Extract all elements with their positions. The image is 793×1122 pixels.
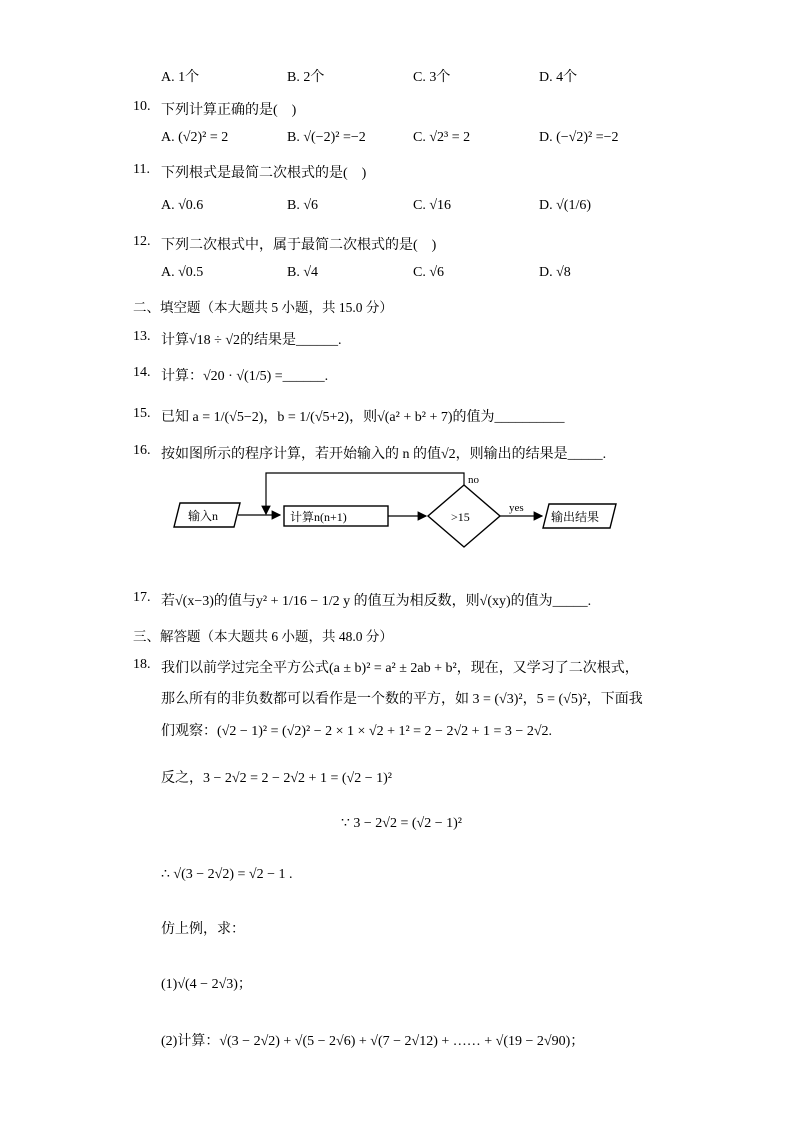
q12-option-c: C. √6 xyxy=(413,265,445,280)
q12-option-a: A. √0.5 xyxy=(161,265,204,280)
q16-text: 按如图所示的程序计算，若开始输入的 n 的值√2，则输出的结果是_____. xyxy=(161,447,607,462)
flowchart-diagram xyxy=(170,470,620,550)
q18-line-4: 反之，3 − 2√2 = 2 − 2√2 + 1 = (√2 − 1)² xyxy=(161,771,392,786)
section-3-title: 三、解答题（本大题共 6 小题，共 48.0 分） xyxy=(133,629,393,644)
flowchart-no-label: no xyxy=(468,474,479,486)
q10-option-d: D. (−√2)² =−2 xyxy=(539,130,619,145)
q18-line-1: 我们以前学过完全平方公式(a ± b)² = a² ± 2ab + b²，现在，又学习了二次根式， xyxy=(161,661,639,676)
q10-option-b: B. √(−2)² =−2 xyxy=(287,130,366,145)
q17-text: 若√(x−3)的值与y² + 1/16 − 1/2 y 的值互为相反数，则√(xy)的值为_____. xyxy=(161,594,592,609)
q10-stem: 下列计算正确的是( ) xyxy=(161,103,297,118)
q16-number: 16. xyxy=(133,443,151,458)
q11-option-a: A. √0.6 xyxy=(161,198,204,213)
q10-number: 10. xyxy=(133,99,151,114)
flowchart-compute-label: 计算n(n+1) xyxy=(290,510,347,524)
q18-line-5: ∵ 3 − 2√2 = (√2 − 1)² xyxy=(341,816,462,831)
q15-number: 15. xyxy=(133,406,151,421)
q10-option-c: C. √2³ = 2 xyxy=(413,130,471,145)
q9-option-c: C. 3个 xyxy=(413,70,451,85)
flowchart-no-loop xyxy=(266,473,464,510)
q14-text: 计算：√20 · √(1/5) =______. xyxy=(161,369,329,384)
q11-option-d: D. √(1/6) xyxy=(539,198,592,213)
q10-option-a: A. (√2)² = 2 xyxy=(161,130,229,145)
q11-option-b: B. √6 xyxy=(287,198,319,213)
flowchart-yes-label: yes xyxy=(509,502,524,514)
q13-text: 计算√18 ÷ √2的结果是______. xyxy=(161,333,342,348)
q18-part-1: (1)√(4 − 2√3)； xyxy=(161,977,252,992)
q11-option-c: C. √16 xyxy=(413,198,452,213)
q9-option-d: D. 4个 xyxy=(539,70,578,85)
q12-stem: 下列二次根式中，属于最简二次根式的是( ) xyxy=(161,238,437,253)
flowchart-output-label: 输出结果 xyxy=(551,510,600,524)
q12-option-b: B. √4 xyxy=(287,265,319,280)
q9-option-b: B. 2个 xyxy=(287,70,325,85)
q18-number: 18. xyxy=(133,657,151,672)
q14-number: 14. xyxy=(133,365,151,380)
q17-number: 17. xyxy=(133,590,151,605)
q9-option-a: A. 1个 xyxy=(161,70,200,85)
q18-line-6: ∴ √(3 − 2√2) = √2 − 1 . xyxy=(161,867,293,882)
q12-number: 12. xyxy=(133,234,151,249)
q18-line-7: 仿上例，求： xyxy=(161,922,245,937)
q18-part-2: (2)计算：√(3 − 2√2) + √(5 − 2√6) + √(7 − 2√12) + …… + √(19 − 2√90)； xyxy=(161,1034,585,1049)
q13-number: 13. xyxy=(133,329,151,344)
section-2-title: 二、填空题（本大题共 5 小题，共 15.0 分） xyxy=(133,300,393,315)
q11-stem: 下列根式是最简二次根式的是( ) xyxy=(161,166,367,181)
q15-text: 已知 a = 1/(√5−2)，b = 1/(√5+2)，则√(a² + b² + 7)的值为__________ xyxy=(161,410,565,425)
flowchart-input-label: 输入n xyxy=(188,509,219,523)
q18-line-3: 们观察：(√2 − 1)² = (√2)² − 2 × 1 × √2 + 1² = 2 − 2√2 + 1 = 3 − 2√2. xyxy=(161,724,553,739)
q18-line-2: 那么所有的非负数都可以看作是一个数的平方，如 3 = (√3)²，5 = (√5)²，下面我 xyxy=(161,692,643,707)
flowchart-condition-label: >15 xyxy=(451,510,470,524)
q11-number: 11. xyxy=(133,162,150,177)
q12-option-d: D. √8 xyxy=(539,265,571,280)
